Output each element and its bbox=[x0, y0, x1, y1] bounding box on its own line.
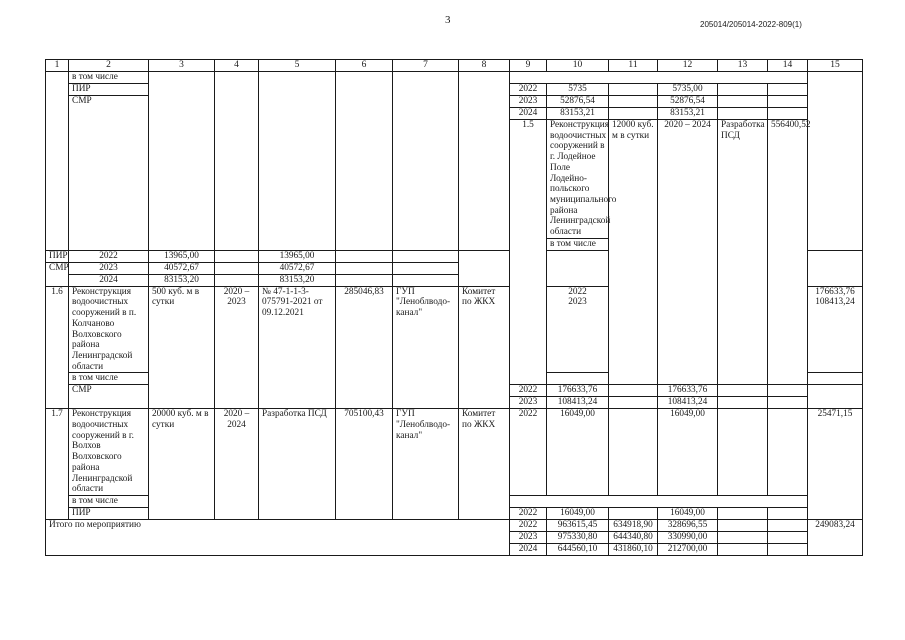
design-document: Разработка ПСД bbox=[259, 409, 336, 520]
amount-cell: 212700,00 bbox=[658, 543, 718, 555]
amount-cell: 13965,00 bbox=[149, 250, 215, 262]
column-15-value: 249083,24 bbox=[808, 519, 863, 555]
year-cell: 2023 bbox=[510, 531, 547, 543]
year-cell: 2022 bbox=[69, 250, 149, 262]
period: 2020 – 2024 bbox=[215, 409, 259, 520]
amount-cell: 16049,00 bbox=[658, 409, 718, 496]
amount-cell: 16049,00 bbox=[658, 507, 718, 519]
year-cell: 2022 bbox=[568, 286, 587, 297]
amount-cell: 5735,00 bbox=[658, 84, 718, 96]
year-cell: 2024 bbox=[510, 108, 547, 120]
pir-label: ПИР bbox=[69, 507, 149, 519]
total-label: Итого по мероприятию bbox=[46, 519, 510, 555]
item-number: 1.7 bbox=[46, 409, 69, 520]
column-number: 1 bbox=[46, 60, 69, 72]
column-15-value: 25471,15 bbox=[808, 409, 863, 520]
column-number: 7 bbox=[393, 60, 459, 72]
amount-cell: 330990,00 bbox=[658, 531, 718, 543]
amount-cell: 644340,80 bbox=[609, 531, 658, 543]
column-number: 9 bbox=[510, 60, 547, 72]
including-label: в том числе bbox=[69, 72, 149, 84]
column-number: 11 bbox=[609, 60, 658, 72]
amount-cell: 108413,24 bbox=[815, 297, 855, 308]
year-cell: 2024 bbox=[69, 274, 149, 286]
including-label: в том числе bbox=[69, 373, 149, 385]
column-number: 2 bbox=[69, 60, 149, 72]
column-number-row bbox=[46, 60, 863, 72]
amount-cell: 13965,00 bbox=[259, 250, 336, 262]
capacity: 500 куб. м в сутки bbox=[149, 286, 215, 409]
including-label: в том числе bbox=[547, 238, 609, 250]
capacity: 12000 куб. м в сутки bbox=[609, 120, 658, 385]
including-label: в том числе bbox=[69, 495, 149, 507]
amount-cell: 16049,00 bbox=[547, 507, 609, 519]
column-number: 4 bbox=[215, 60, 259, 72]
period: 2020 – 2023 bbox=[215, 286, 259, 409]
column-number: 15 bbox=[808, 60, 863, 72]
column-number: 6 bbox=[336, 60, 393, 72]
year-cell: 2022 bbox=[510, 507, 547, 519]
amount-cell: 975330,80 bbox=[547, 531, 609, 543]
design-document: Разработка ПСД bbox=[718, 120, 768, 385]
year-cell: 2023 bbox=[510, 397, 547, 409]
amount-cell: 83153,20 bbox=[259, 274, 336, 286]
amount-cell: 40572,67 bbox=[149, 262, 215, 274]
total-row bbox=[46, 519, 863, 531]
smr-label: СМР bbox=[46, 262, 69, 286]
amount-cell: 108413,24 bbox=[658, 397, 718, 409]
item-name: Реконструкция водоочистных сооружений в г. Волхов Волховского района Ленинградской области bbox=[69, 409, 149, 496]
amount-cell: 176633,76 bbox=[547, 385, 609, 397]
amount-cell: 176633,76 bbox=[815, 286, 855, 297]
table-row-1-7 bbox=[46, 409, 863, 496]
committee: Комитет по ЖКХ bbox=[459, 409, 510, 520]
document-reference: 205014/205014-2022-809(1) bbox=[700, 20, 802, 29]
committee: Комитет по ЖКХ bbox=[459, 286, 510, 409]
amount-cell: 644560,10 bbox=[547, 543, 609, 555]
year-cell: 2022 bbox=[510, 409, 547, 496]
column-number: 8 bbox=[459, 60, 510, 72]
amount-cell: 176633,76 bbox=[658, 385, 718, 397]
pir-label: ПИР bbox=[46, 250, 69, 262]
column-number: 14 bbox=[768, 60, 808, 72]
column-number: 12 bbox=[658, 60, 718, 72]
amount-cell: 328696,55 bbox=[658, 519, 718, 531]
year-cell: 2023 bbox=[510, 96, 547, 108]
year-cell: 2023 bbox=[69, 262, 149, 274]
amount-cell: 963615,45 bbox=[547, 519, 609, 531]
amount-cell: 108413,24 bbox=[547, 397, 609, 409]
year-cell: 2022 bbox=[510, 84, 547, 96]
amount-cell: 634918,90 bbox=[609, 519, 658, 531]
amount-cell: 5735 bbox=[547, 84, 609, 96]
design-document: № 47-1-1-3-075791-2021 от 09.12.2021 bbox=[259, 286, 336, 409]
total-cost: 705100,43 bbox=[336, 409, 393, 520]
item-number: 1.6 bbox=[46, 286, 69, 409]
amount-cell: 52876,54 bbox=[547, 96, 609, 108]
item-name: Реконструкция водоочистных сооружений в п. Колчаново Волховского района Ленинградской области bbox=[69, 286, 149, 373]
page-number: 3 bbox=[445, 14, 451, 26]
column-number: 13 bbox=[718, 60, 768, 72]
amount-cell: 83153,20 bbox=[149, 274, 215, 286]
smr-label: СМР bbox=[69, 96, 149, 251]
amount-cell: 83153,21 bbox=[547, 108, 609, 120]
year-cell: 2022 bbox=[510, 385, 547, 397]
period: 2020 – 2024 bbox=[658, 120, 718, 385]
year-cell: 2024 bbox=[510, 543, 547, 555]
total-cost: 285046,83 bbox=[336, 286, 393, 409]
amount-cell: 52876,54 bbox=[658, 96, 718, 108]
capacity: 20000 куб. м в сутки bbox=[149, 409, 215, 520]
column-number: 5 bbox=[259, 60, 336, 72]
column-number: 3 bbox=[149, 60, 215, 72]
program-table bbox=[45, 59, 863, 556]
amount-cell: 40572,67 bbox=[259, 262, 336, 274]
column-number: 10 bbox=[547, 60, 609, 72]
customer: ГУП "Леноблводо-канал" bbox=[393, 409, 459, 520]
customer: ГУП "Леноблводо-канал" bbox=[393, 286, 459, 409]
year-cell: 2023 bbox=[568, 297, 587, 308]
smr-label: СМР bbox=[69, 385, 149, 409]
amount-cell: 83153,21 bbox=[658, 108, 718, 120]
amount-cell: 16049,00 bbox=[547, 409, 609, 496]
item-number: 1.5 bbox=[510, 120, 547, 385]
total-cost: 556400,52 bbox=[768, 120, 808, 385]
pir-label: ПИР bbox=[69, 84, 149, 96]
amount-cell: 431860,10 bbox=[609, 543, 658, 555]
year-cell: 2022 bbox=[510, 519, 547, 531]
item-name: Реконструкция водоочистных сооружений в г. Лодейное Поле Лодейно-польского муниципального района Ленинградской области bbox=[547, 120, 609, 239]
table-row bbox=[46, 72, 863, 84]
